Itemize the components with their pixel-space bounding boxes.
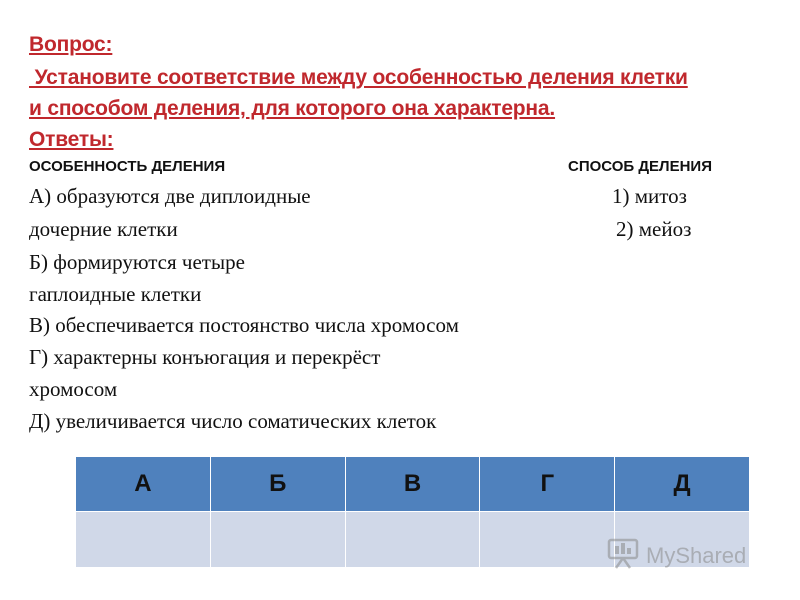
- method-mitosis: 1) митоз: [612, 184, 687, 208]
- question-text-line-1: Установите соответствие между особенностью деления клетки: [29, 66, 688, 89]
- answer-table-header-row: [76, 457, 750, 512]
- question-text-line-2: и способом деления, для которого она характерна.: [29, 97, 556, 120]
- presentation-board-icon: [606, 536, 640, 575]
- feature-a-line-1: А) образуются две диплоидные: [29, 184, 311, 208]
- feature-a-line-2: дочерние клетки: [29, 217, 178, 241]
- answer-cell-v[interactable]: [345, 512, 480, 568]
- answer-header-a: А: [76, 457, 211, 512]
- feature-b-line-1: Б) формируются четыре: [29, 250, 245, 274]
- method-meiosis: 2) мейоз: [616, 217, 692, 241]
- answer-cell-b[interactable]: [210, 512, 345, 568]
- feature-g-line-1: Г) характерны конъюгация и перекрёст: [29, 345, 381, 369]
- answer-cell-a[interactable]: [76, 512, 211, 568]
- answer-header-v: В: [345, 457, 480, 512]
- feature-d: Д) увеличивается число соматических клеток: [29, 409, 437, 433]
- watermark-text: MyShared: [646, 542, 747, 568]
- method-column-header: СПОСОБ ДЕЛЕНИЯ: [568, 158, 712, 175]
- answer-header-g: Г: [480, 457, 615, 512]
- watermark: [606, 536, 746, 575]
- answer-header-d: Д: [615, 457, 750, 512]
- feature-b-line-2: гаплоидные клетки: [29, 282, 202, 306]
- question-label: Вопрос:: [29, 33, 113, 56]
- answer-cell-g[interactable]: [480, 512, 615, 568]
- answers-label: Ответы:: [29, 128, 114, 151]
- answer-header-b: Б: [210, 457, 345, 512]
- feature-v: В) обеспечивается постоянство числа хромосом: [29, 313, 459, 337]
- feature-g-line-2: хромосом: [29, 377, 118, 401]
- feature-column-header: ОСОБЕННОСТЬ ДЕЛЕНИЯ: [29, 158, 226, 175]
